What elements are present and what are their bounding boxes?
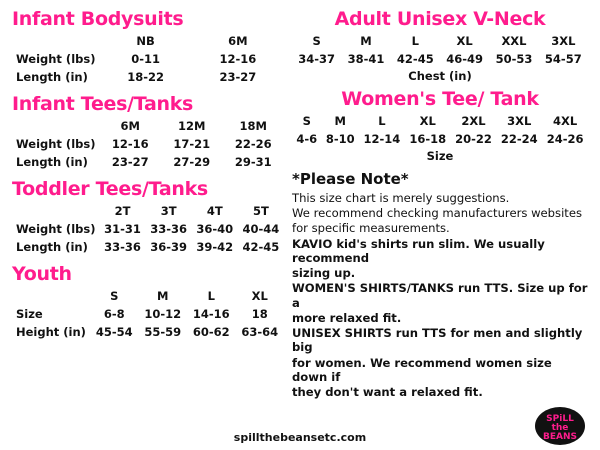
note-line: UNISEX SHIRTS run TTS for men and slightly big [292, 326, 583, 355]
cell-value: 38-41 [347, 51, 385, 66]
table-row [12, 68, 284, 86]
empty-cell [12, 202, 99, 220]
cell-value: 36-40 [196, 221, 234, 236]
footer-url: spillthebeansetc.com [233, 431, 367, 444]
cell-value: 40-44 [242, 221, 280, 236]
cell-value: 60-62 [192, 324, 230, 339]
logo-line-3: BEANS [543, 432, 577, 442]
empty-cell [12, 32, 99, 50]
row-label: Length (in) [16, 69, 88, 84]
column-header: L [378, 113, 386, 128]
cell-value: 0-11 [131, 51, 160, 66]
cell-value: 39-42 [196, 239, 234, 254]
table-caption: Size [426, 148, 454, 163]
column-header: 4XL [552, 113, 578, 128]
column-header: 6M [228, 33, 248, 48]
cell-value: 45-54 [95, 324, 133, 339]
table-row [292, 130, 588, 148]
row-label: Length (in) [16, 239, 88, 254]
table-header-row [12, 117, 284, 135]
logo-line-1: SPiLL [546, 414, 574, 424]
cell-value: 10-12 [144, 306, 182, 321]
cell-value: 54-57 [544, 51, 582, 66]
cell-value: 42-45 [242, 239, 280, 254]
section-womens-tee-tank [292, 87, 588, 163]
column-header: NB [136, 33, 155, 48]
table-row [12, 220, 284, 238]
section-infant-tees-tanks [12, 92, 286, 171]
cell-value: 23-27 [111, 154, 149, 169]
table-header-row [12, 287, 284, 305]
cell-value: 12-14 [363, 131, 401, 146]
column-header: XL [456, 33, 473, 48]
right-column [286, 10, 588, 428]
table-header-row [292, 32, 588, 50]
cell-value: 22-24 [500, 131, 538, 146]
table-header-row [12, 202, 284, 220]
spill-the-beans-logo [534, 406, 586, 446]
column-header: S [110, 288, 119, 303]
column-header: M [360, 33, 372, 48]
note-body [292, 191, 588, 400]
size-table [12, 117, 284, 171]
cell-value: 20-22 [455, 131, 492, 146]
column-header: 2T [114, 203, 131, 218]
column-header: 3T [160, 203, 177, 218]
cell-value: 14-16 [192, 306, 230, 321]
cell-value: 6-8 [103, 306, 125, 321]
table-header-row [292, 112, 588, 130]
table-row [12, 238, 284, 256]
section-toddler-tees-tanks [12, 177, 286, 256]
size-table [12, 202, 284, 256]
section-title: Women's Tee/ Tank [341, 87, 539, 110]
note-line: sizing up. [292, 266, 356, 281]
note-line: We recommend checking manufacturers websites [292, 206, 583, 221]
section-adult-unisex-vneck [292, 10, 588, 83]
empty-cell [12, 117, 99, 135]
logo-line-2: the [551, 423, 569, 433]
cell-value: 55-59 [144, 324, 182, 339]
chart-columns [12, 10, 588, 428]
section-title: Adult Unisex V-Neck [334, 8, 546, 30]
column-header: XL [251, 288, 268, 303]
section-title: Toddler Tees/Tanks [12, 177, 208, 200]
column-header: 18M [239, 118, 267, 133]
table-row [292, 50, 588, 68]
cell-value: 22-26 [234, 136, 272, 151]
cell-value: 12-16 [111, 136, 149, 151]
cell-value: 17-21 [173, 136, 211, 151]
table-row [12, 305, 284, 323]
column-header: 3XL [507, 113, 532, 128]
left-column [12, 10, 286, 428]
note-line: they don't want a relaxed fit. [292, 385, 483, 400]
please-note-block [292, 170, 588, 400]
column-header: 2XL [461, 113, 486, 128]
cell-value: 8-10 [325, 131, 355, 146]
table-row [12, 135, 284, 153]
note-title: *Please Note* [292, 169, 409, 188]
note-line: more relaxed fit. [292, 310, 402, 325]
cell-value: 12-16 [219, 51, 257, 66]
row-label: Height (in) [16, 324, 86, 339]
note-line: for specific measurements. [292, 221, 450, 236]
column-header: 6M [120, 118, 140, 133]
note-line: KAVIO kid's shirts run slim. We usually recommend [292, 236, 545, 265]
cell-value: 4-6 [296, 131, 318, 146]
column-header: S [312, 33, 321, 48]
column-header: 4T [206, 203, 223, 218]
section-title: Youth [12, 262, 72, 285]
cell-value: 31-31 [104, 221, 141, 236]
row-label: Size [16, 306, 43, 321]
cell-value: 16-18 [409, 131, 447, 146]
column-header: M [334, 113, 346, 128]
cell-value: 18 [251, 306, 268, 321]
cell-value: 36-39 [150, 239, 188, 254]
column-header: 5T [252, 203, 269, 218]
cell-value: 24-26 [546, 131, 584, 146]
row-label: Weight (lbs) [16, 221, 96, 236]
cell-value: 63-64 [241, 324, 279, 339]
cell-value: 34-37 [298, 51, 336, 66]
section-youth [12, 262, 286, 341]
table-row [12, 323, 284, 341]
table-header-row [12, 32, 284, 50]
table-row [12, 50, 284, 68]
section-infant-bodysuits [12, 10, 286, 86]
column-header: XXL [501, 33, 527, 48]
cell-value: 18-22 [127, 69, 164, 84]
row-label: Weight (lbs) [16, 136, 96, 151]
note-line: for women. We recommend women size down if [292, 355, 552, 384]
cell-value: 23-27 [219, 69, 257, 84]
section-title: Infant Bodysuits [12, 8, 184, 30]
cell-value: 29-31 [234, 154, 272, 169]
column-header: 3XL [551, 33, 576, 48]
column-header: L [411, 33, 419, 48]
cell-value: 33-36 [150, 221, 188, 236]
column-header: L [207, 288, 215, 303]
note-line: WOMEN'S SHIRTS/TANKS run TTS. Size up for a [292, 281, 588, 310]
column-header: 12M [177, 118, 206, 133]
size-table [292, 32, 588, 68]
size-table [292, 112, 588, 148]
row-label: Weight (lbs) [16, 51, 96, 66]
section-title: Infant Tees/Tanks [12, 92, 194, 115]
cell-value: 27-29 [173, 154, 211, 169]
note-line: This size chart is merely suggestions. [292, 190, 510, 205]
table-caption: Chest (in) [408, 68, 472, 83]
size-table [12, 287, 284, 341]
empty-cell [12, 287, 90, 305]
column-header: XL [419, 113, 436, 128]
cell-value: 46-49 [446, 51, 484, 66]
cell-value: 50-53 [495, 51, 533, 66]
cell-value: 33-36 [104, 239, 141, 254]
row-label: Length (in) [16, 154, 88, 169]
size-table [12, 32, 284, 86]
column-header: M [157, 288, 169, 303]
column-header: S [302, 113, 311, 128]
cell-value: 42-45 [396, 51, 434, 66]
table-row [12, 153, 284, 171]
